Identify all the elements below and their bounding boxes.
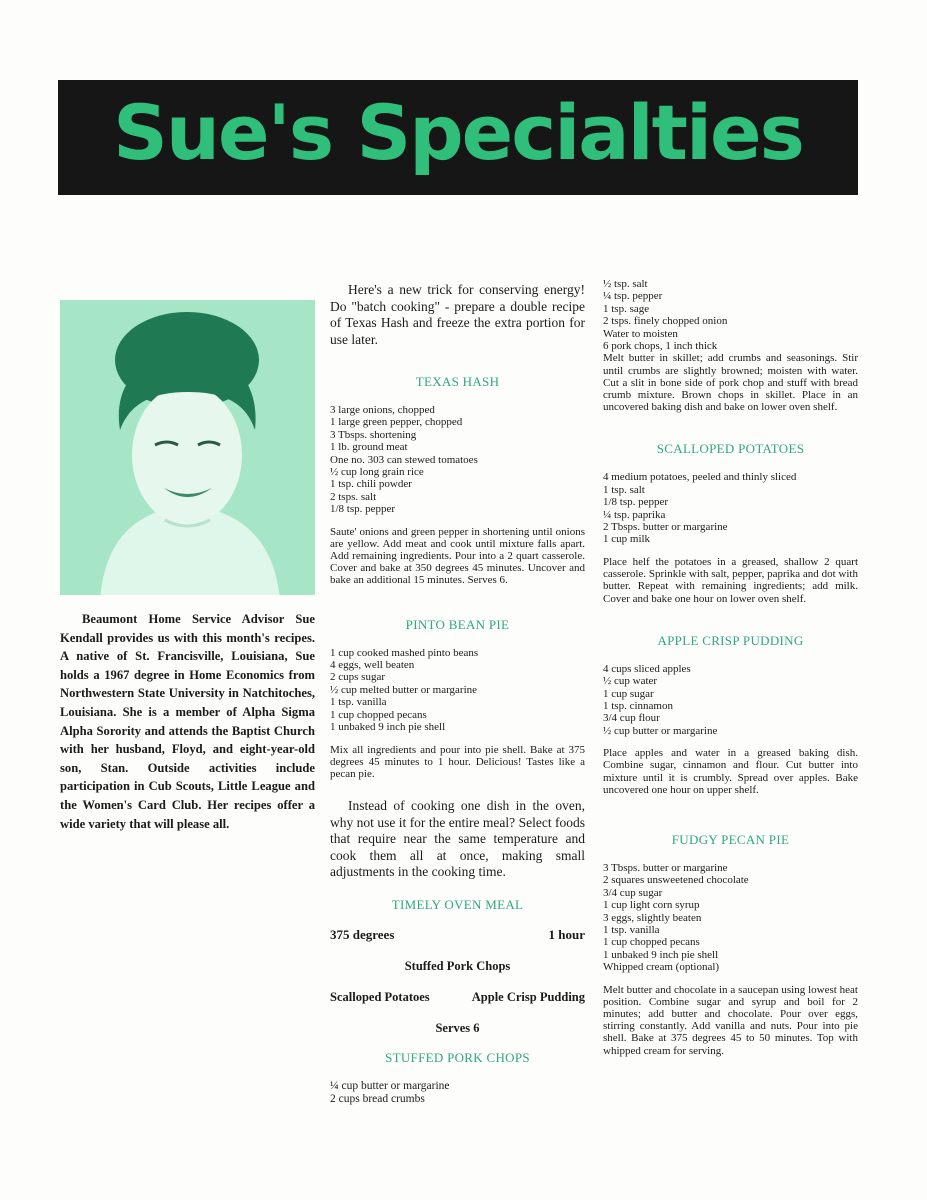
stuffed-pork-chops-ingredients-b [603, 278, 858, 352]
ingredient: 2 Tbsps. butter or margarine [603, 521, 728, 534]
ingredient: 1 unbaked 9 inch pie shell [330, 721, 446, 734]
bio-paragraph: Beaumont Home Service Advisor Sue Kendall provides us with this month's recipes. A native of St. Francisville, Louisiana, Sue holds a 1967 degree in Home Economics from Northwestern State University in Natchitoches, Louisiana. She is a member of Alpha Sigma Alpha Sorority and attends the Baptist Church with her husband, Floyd, and eight-year-old son, Stan. Outside activities include participation in Cub Scouts, Little League and the Women's Card Club. Her recipes offer a wide variety that will please all. [60, 612, 315, 831]
meal-dish-3: Apple Crisp Pudding [471, 989, 585, 1004]
ingredient: 3 large onions, chopped [330, 404, 435, 416]
ingredient: 2 cups sugar [330, 671, 385, 684]
ingredient: 3 Tbsps. butter or margarine [603, 861, 728, 874]
ingredient: 2 tsps. salt [330, 490, 377, 503]
ingredient: 1 cup milk [603, 533, 651, 546]
oven-tip-paragraph: Instead of cooking one dish in the oven, why not use it for the entire meal? Select foods that require near the same temperature and cook them all at once, making small adjustments in the cooking time. [330, 798, 585, 880]
ingredient: 1 cup light corn syrup [603, 899, 700, 912]
portrait-photo [60, 300, 315, 595]
ingredient: 1 large green pepper, chopped [330, 416, 463, 429]
ingredient: 1 tsp. sage [603, 302, 650, 315]
ingredient: 4 medium potatoes, peeled and thinly sliced [603, 471, 797, 484]
timely-oven-meal-title: TIMELY OVEN MEAL [391, 896, 524, 912]
ingredient: ½ cup long grain rice [330, 466, 424, 479]
column-right [603, 278, 858, 1057]
texas-hash-directions: Saute' onions and green pepper in shortening until onions are yellow. Add meat and cook until mixture falls apart. Add remaining ingredients. Pour into a 2 quart casserole. Cover and bake at 350 degrees 45 minutes. Uncover and bake an additional 15 minutes. Serves 6. [330, 525, 585, 587]
pinto-bean-pie-title: PINTO BEAN PIE [405, 616, 510, 632]
ingredient: Whipped cream (optional) [603, 961, 720, 974]
ingredient: ½ cup water [603, 675, 658, 688]
meal-dish-1: Stuffed Pork Chops [404, 958, 511, 973]
ingredient: 1 tsp. cinnamon [603, 699, 673, 712]
ingredient: ½ cup melted butter or margarine [330, 683, 478, 696]
ingredient: ¼ tsp. pepper [603, 290, 663, 303]
intro-paragraph: Here's a new trick for conserving energy! Do "batch cooking" - prepare a double recipe of Texas Hash and freeze the extra portion for use later. [330, 282, 585, 347]
stuffed-pork-chops-directions: Melt butter in skillet; add crumbs and seasonings. Stir until crumbs are slightly browned; moisten with water. Cut a slit in bone side of pork chop and stuff with bread crumb mixture. Brown chops in skillet. Place in an uncovered baking dish and bake on lower oven shelf. [603, 352, 858, 414]
apple-crisp-pudding-ingredients [603, 663, 858, 737]
apple-crisp-pudding-title: APPLE CRISP PUDDING [657, 632, 804, 648]
ingredient: 1/8 tsp. pepper [603, 496, 669, 509]
ingredient: 4 eggs, well beaten [330, 659, 415, 672]
meal-dish-2: Scalloped Potatoes [330, 989, 430, 1004]
ingredient: 1 cup cooked mashed pinto beans [330, 646, 479, 659]
texas-hash-title: TEXAS HASH [415, 374, 500, 389]
meal-temperature: 375 degrees [330, 926, 395, 942]
ingredient: 2 squares unsweetened chocolate [603, 874, 749, 887]
ingredient: 1 lb. ground meat [330, 441, 408, 454]
stuffed-pork-chops-ingredients-a [330, 1080, 585, 1106]
ingredient: 1 tsp. vanilla [603, 923, 660, 936]
ingredient: 2 tsps. finely chopped onion [603, 315, 728, 328]
apple-crisp-pudding-directions: Place apples and water in a greased baking dish. Combine sugar, cinnamon and flour. Cut butter into mixture until it is crumbly. Spread over apples. Bake uncovered one hour on upper shelf. [603, 747, 858, 796]
fudgy-pecan-pie-title: FUDGY PECAN PIE [671, 831, 790, 847]
fudgy-pecan-pie-ingredients [603, 862, 858, 974]
scalloped-potatoes-ingredients [603, 471, 858, 545]
ingredient: ½ cup butter or margarine [603, 724, 718, 737]
stuffed-pork-chops-title: STUFFED PORK CHOPS [385, 1049, 530, 1065]
page-title: Sue's Specialties [113, 88, 803, 177]
pinto-bean-pie-ingredients [330, 647, 585, 734]
meal-dishes-row [330, 990, 585, 1005]
ingredient: 3 eggs, slightly beaten [603, 911, 702, 924]
ingredient: 3/4 cup flour [603, 712, 660, 725]
ingredient: ¼ cup butter or margarine [330, 1079, 450, 1092]
scalloped-potatoes-title: SCALLOPED POTATOES [656, 441, 805, 457]
ingredient: 4 cups sliced apples [603, 662, 691, 675]
title-banner [58, 80, 858, 195]
ingredient: 3/4 cup sugar [603, 886, 663, 899]
ingredient: 1 cup chopped pecans [603, 936, 700, 949]
meal-serves: Serves 6 [435, 1020, 480, 1035]
fudgy-pecan-pie-directions: Melt butter and chocolate in a saucepan using lowest heat position. Combine sugar and syrup and boil for 2 minutes; add butter and chocolate. Pour over eggs, stirring constantly. Add vanilla and nuts. Pour into pie shell. Bake at 375 degrees 45 to 50 minutes. Top with whipped cream for serving. [603, 983, 858, 1057]
pinto-bean-pie-directions: Mix all ingredients and pour into pie shell. Bake at 375 degrees 45 minutes to 1 hour. Delicious! Tastes like a pecan pie. [330, 743, 585, 780]
texas-hash-ingredients [330, 404, 585, 516]
ingredient: 6 pork chops, 1 inch thick [603, 340, 718, 353]
ingredient: 2 cups bread crumbs [330, 1092, 425, 1105]
ingredient: 1 tsp. vanilla [330, 696, 387, 709]
meal-temp-time-row [330, 927, 585, 943]
scalloped-potatoes-directions: Place helf the potatoes in a greased, shallow 2 quart casserole. Sprinkle with salt, pepper, paprika and dot with butter. Repeat with remaining ingredients; add milk. Cover and bake one hour on lower oven shelf. [603, 555, 858, 605]
ingredient: 1 cup sugar [603, 687, 654, 700]
ingredient: 1 cup chopped pecans [330, 708, 427, 721]
ingredient: One no. 303 can stewed tomatoes [330, 453, 478, 466]
ingredient: 1 tsp. salt [603, 483, 645, 496]
ingredient: ½ tsp. salt [603, 278, 648, 290]
ingredient: 1/8 tsp. pepper [330, 503, 396, 516]
ingredient: 1 tsp. chili powder [330, 478, 412, 491]
column-middle [330, 282, 585, 1106]
ingredient: ¼ tsp. paprika [603, 508, 666, 521]
ingredient: 3 Tbsps. shortening [330, 428, 417, 441]
meal-time: 1 hour [548, 926, 585, 942]
ingredient: 1 unbaked 9 inch pie shell [603, 948, 719, 961]
ingredient: Water to moisten [603, 327, 678, 340]
